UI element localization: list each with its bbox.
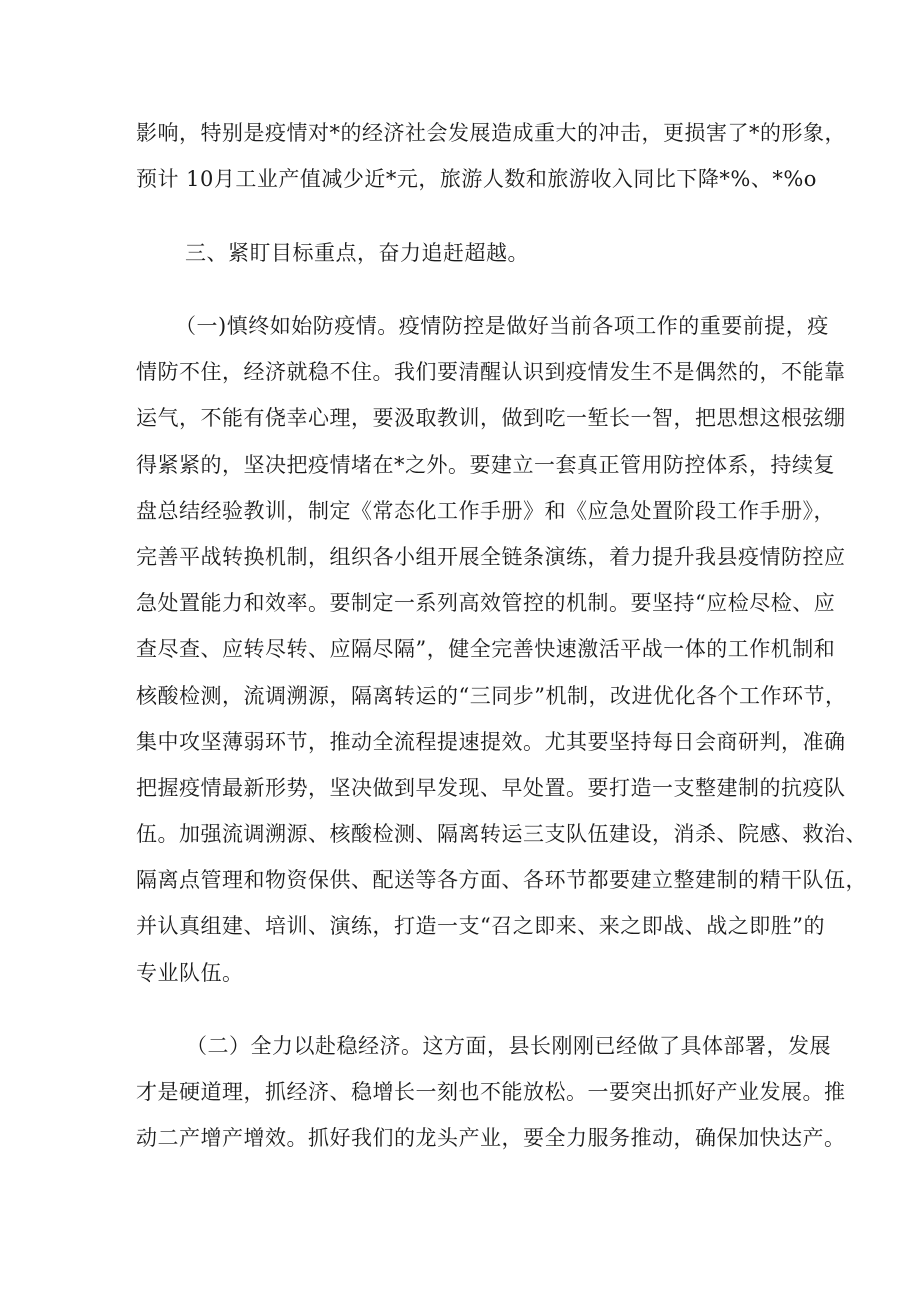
paragraph-line: 伍。加强流调溯源、核酸检测、隔离转运三支队伍建设，消杀、院感、救治、	[136, 822, 867, 846]
paragraph-line: 完善平战转换机制，组织各小组开展全链条演练，着力提升我县疫情防控应	[136, 545, 846, 569]
paragraph-line: 把握疫情最新形势，坚决做到早发现、早处置。要打造一支整建制的抗疫队	[136, 776, 846, 800]
section-heading: 三、紧盯目标重点，奋力追赶超越。	[185, 241, 529, 265]
paragraph-line: 查尽查、应转尽转、应隔尽隔”，健全完善快速激活平战一体的工作机制和	[136, 637, 836, 661]
subsection-heading-line: （二）全力以赴稳经济。这方面，县长刚刚已经做了具体部署，发展	[186, 1034, 831, 1058]
paragraph-line: 盘总结经验教训，制定《常态化工作手册》和《应急处置阶段工作手册》，	[136, 499, 835, 523]
paragraph-line: 并认真组建、培训、演练，打造一支“召之即来、来之即战、战之即胜”的	[136, 914, 825, 938]
paragraph-line: 预计 10月工业产值减少近*元，旅游人数和旅游收入同比下降*%、*%o	[136, 167, 817, 191]
paragraph-line: 专业队伍。	[136, 961, 244, 985]
paragraph-line: 急处置能力和效率。要制定一系列高效管控的机制。要坚持“应检尽检、应	[136, 591, 836, 615]
paragraph-line: 才是硬道理，抓经济、稳增长一刻也不能放松。一要突出抓好产业发展。推	[136, 1080, 846, 1104]
paragraph-line: 得紧紧的，坚决把疫情堵在*之外。要建立一套真正管用防控体系，持续复	[136, 453, 835, 477]
paragraph-line: 集中攻坚薄弱环节，推动全流程提速提效。尤其要坚持每日会商研判，准确	[136, 730, 846, 754]
paragraph-line: 动二产增产增效。抓好我们的龙头产业，要全力服务推动，确保加快达产。	[136, 1126, 846, 1150]
paragraph-line: 情防不住，经济就稳不住。我们要清醒认识到疫情发生不是偶然的，不能靠	[136, 360, 846, 384]
paragraph-line: 核酸检测，流调溯源，隔离转运的“三同步”机制，改进优化各个工作环节，	[136, 684, 847, 708]
paragraph-line: 影响，特别是疫情对*的经济社会发展造成重大的冲击，更损害了*的形象，	[136, 121, 846, 145]
paragraph-line: 隔离点管理和物资保供、配送等各方面、各环节都要建立整建制的精干队伍，	[136, 868, 867, 892]
paragraph-line: 运气，不能有侥幸心理，要汲取教训，做到吃一堑长一智，把思想这根弦绷	[136, 406, 846, 430]
subsection-heading-line: （一)慎终如始防疫情。疫情防控是做好当前各项工作的重要前提，疫	[175, 314, 829, 338]
